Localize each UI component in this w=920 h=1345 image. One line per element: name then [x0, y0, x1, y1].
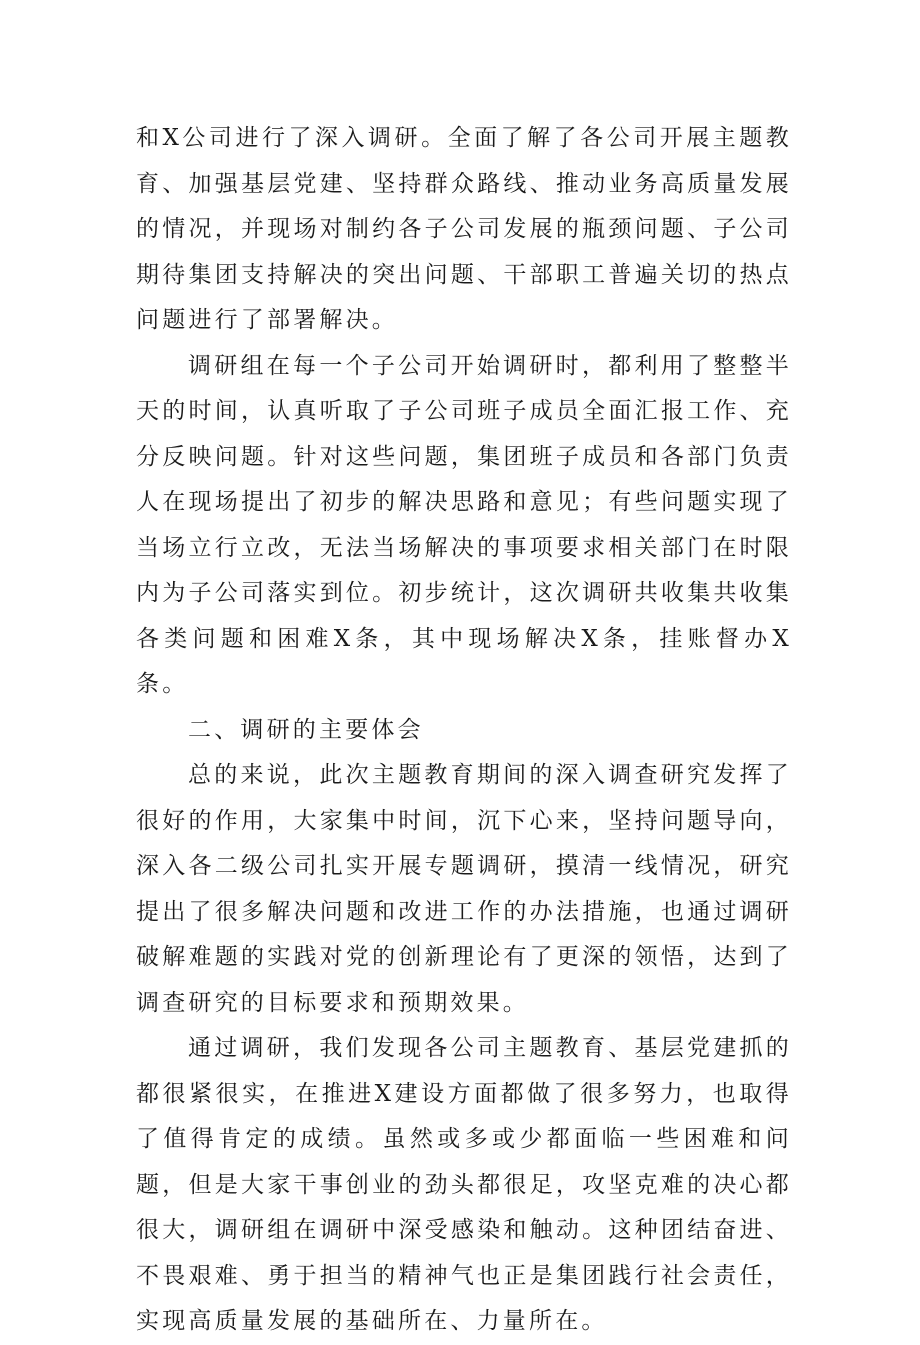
paragraph-findings: 通过调研，我们发现各公司主题教育、基层党建抓的都很紧很实，在推进X建设方面都做了很多努力，也取得了值得肯定的成绩。虽然或多或少都面临一些困难和问题，但是大家干事创业的劲头都很足，攻坚克难的决心都很大，调研组在调研中深受感染和触动。这种团结奋进、不畏艰难、勇于担当的精神气也正是集团践行社会责任，实现高质量发展的基础所在、力量所在。: [136, 1035, 792, 1334]
paragraph-research-process: 调研组在每一个子公司开始调研时，都利用了整整半天的时间，认真听取了子公司班子成员全面汇报工作、充分反映问题。针对这些问题，集团班子成员和各部门负责人在现场提出了初步的解决思路和意见；有些问题实现了当场立行立改，无法当场解决的事项要求相关部门在时限内为子公司落实到位。初步统计，这次调研共收集共收集各类问题和困难X条，其中现场解决X条，挂账督办X条。: [136, 352, 792, 697]
paragraph-summary: 总的来说，此次主题教育期间的深入调查研究发挥了很好的作用，大家集中时间，沉下心来，坚持问题导向，深入各二级公司扎实开展专题调研，摸清一线情况，研究提出了很多解决问题和改进工作的办法措施，也通过调研破解难题的实践对党的创新理论有了更深的领悟，达到了调查研究的目标要求和预期效果。: [136, 762, 792, 1016]
section-heading: 二、调研的主要体会: [188, 716, 424, 743]
document-body: [136, 116, 792, 1345]
paragraph-continuation: 和X公司进行了深入调研。全面了解了各公司开展主题教育、加强基层党建、坚持群众路线、推动业务高质量发展的情况，并现场对制约各子公司发展的瓶颈问题、子公司期待集团支持解决的突出问题、干部职工普遍关切的热点问题进行了部署解决。: [136, 125, 792, 333]
